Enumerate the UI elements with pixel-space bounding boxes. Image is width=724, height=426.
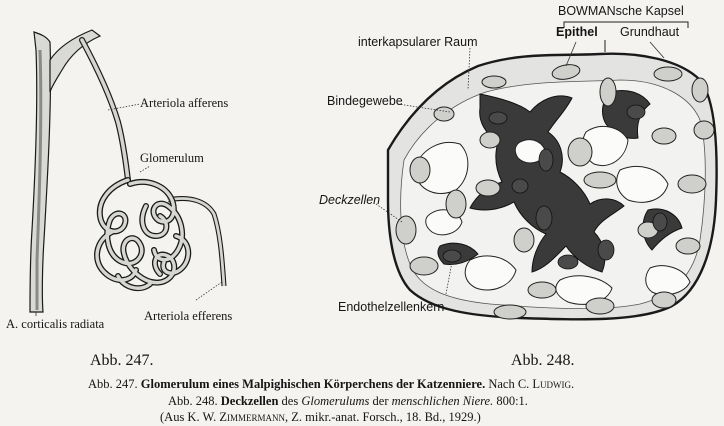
citation-author: Zimmermann, <box>219 410 289 424</box>
figure-number-247: Abb. 247. <box>90 352 154 369</box>
bowman-suffix: sche Kapsel <box>615 4 684 18</box>
bowman-name: BOWMAN <box>558 4 616 18</box>
caption-248-niere: menschlichen Niere. <box>391 394 494 408</box>
caption-248-des: des <box>281 394 299 408</box>
caption-248-prefix: Abb. 248. <box>168 394 218 408</box>
label-arteriola-efferens: Arteriola efferens <box>144 309 233 323</box>
label-arteriola-afferens: Arteriola afferens <box>140 96 229 110</box>
figure-number-248: Abb. 248. <box>511 352 575 369</box>
label-epithel: Epithel <box>556 25 598 39</box>
glomerulum-drawing <box>30 30 224 316</box>
label-glomerulum: Glomerulum <box>140 151 204 165</box>
caption-248-glomerulums: Glomerulums <box>301 394 370 408</box>
label-a-corticalis-radiata: A. corticalis radiata <box>6 317 105 331</box>
citation-rest: Z. mikr.-anat. Forsch., 18. Bd., 1929.) <box>291 410 481 424</box>
caption-247-prefix: Abb. 247. <box>88 377 138 391</box>
label-interkapsularer-raum: interkapsularer Raum <box>358 35 478 49</box>
caption-247-author: Ludwig. <box>532 377 575 391</box>
label-endothelzellenkern: Endothelzellenkern <box>338 300 445 314</box>
label-bindegewebe: Bindegewebe <box>327 94 403 108</box>
label-deckzellen: Deckzellen <box>319 193 381 207</box>
label-bowman-kapsel <box>558 4 684 18</box>
caption-248-der: der <box>372 394 389 408</box>
caption-abb-248 <box>168 394 528 409</box>
caption-247-source: Nach C. <box>488 377 530 391</box>
caption-source-citation <box>160 410 481 425</box>
caption-abb-247 <box>88 377 574 392</box>
caption-247-title: Glomerulum eines Malpighischen Körperchens der Katzenniere. <box>140 377 486 391</box>
label-grundhaut: Grundhaut <box>620 25 680 39</box>
deckzellen-drawing <box>376 22 717 319</box>
caption-248-magnification: 800:1. <box>496 394 528 408</box>
caption-248-title: Deckzellen <box>220 394 279 408</box>
citation-pre: (Aus K. W. <box>160 410 217 424</box>
